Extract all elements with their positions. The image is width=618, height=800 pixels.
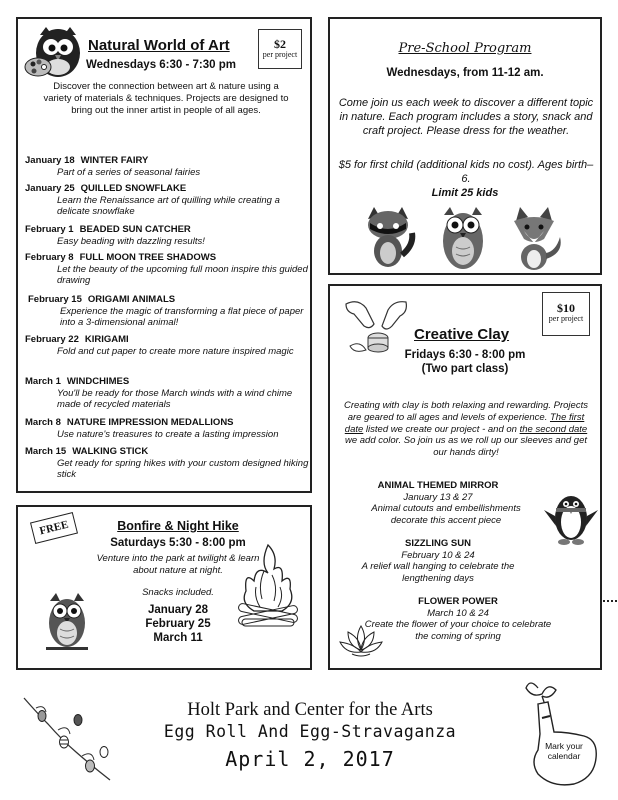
event-name: WALKING STICK (72, 446, 149, 457)
owl-icon (438, 207, 488, 271)
bonfire-section (16, 505, 312, 670)
preschool-schedule: Wednesdays, from 11-12 am. (386, 67, 544, 79)
event-item (25, 183, 310, 218)
event-description: Use nature's treasures to create a lasting impression (57, 428, 279, 440)
clay-title: Creative Clay (414, 326, 510, 343)
bonfire-snacks: Snacks included. (142, 587, 214, 598)
event-item (25, 252, 310, 287)
owl-painter-icon (24, 25, 86, 81)
event-item (25, 334, 310, 357)
footer-date: April 2, 2017 (225, 747, 395, 771)
footer-event: Egg Roll And Egg-Stravaganza (163, 722, 457, 741)
creative-clay-section (328, 284, 602, 670)
event-name: ORIGAMI ANIMALS (87, 294, 176, 305)
clay-description (340, 400, 592, 459)
event-date: February 15 (28, 294, 82, 305)
clay-project-desc: Animal cutouts and embellishments decorate this accent piece (371, 503, 521, 526)
event-date: February 22 (25, 334, 79, 345)
easter-eggs-vine-icon (18, 694, 118, 786)
event-name: QUILLED SNOWFLAKE (80, 183, 187, 194)
event-description: Experience the magic of transforming a flat piece of paper into a 3-dimensional animal! (60, 305, 304, 329)
preschool-pricing: $5 for first child (additional kids no cost). Ages birth– 6. (338, 159, 594, 185)
free-badge: FREE (30, 512, 78, 544)
event-item (25, 155, 310, 178)
preschool-description: Come join us each week to discover a different topic in nature. Each program includes a story, snack and craft project. Please dress for the weather. (338, 97, 594, 137)
bonfire-date: February 25 (145, 618, 211, 631)
clay-desc-second-date: the second date (519, 423, 588, 435)
event-date: January 25 (25, 183, 75, 194)
event-date: March 15 (25, 446, 67, 457)
clay-schedule-subtitle: (Two part class) (421, 363, 509, 376)
event-name: FULL MOON TREE SHADOWS (79, 252, 217, 263)
price-box (258, 29, 302, 69)
natural-world-section (16, 17, 312, 493)
clay-price-amount: $10 (557, 301, 575, 315)
clay-project-name: FLOWER POWER (418, 596, 498, 607)
event-item (25, 446, 310, 481)
natural-world-title: Natural World of Art (88, 37, 230, 54)
preschool-limit: Limit 25 kids (431, 187, 499, 199)
event-heading (25, 376, 310, 388)
event-name: KIRIGAMI (84, 334, 129, 345)
clay-project-name: SIZZLING SUN (405, 538, 471, 549)
event-name: WINTER FAIRY (80, 155, 149, 166)
dotted-connector (603, 600, 617, 602)
footer-org: Holt Park and Center for the Arts (187, 700, 433, 720)
preschool-section (328, 17, 602, 275)
clay-schedule (390, 348, 540, 377)
bonfire-date: January 28 (147, 604, 209, 616)
clay-project-desc: Create the flower of your choice to celebrate the coming of spring (364, 619, 552, 642)
lotus-icon (338, 620, 384, 658)
clay-price-unit: per project (548, 313, 584, 323)
event-heading (25, 446, 310, 458)
natural-world-description: Discover the connection between art & nature using a variety of materials & techniques. Projects are designed to bring out the inner artist in people of all ages. (43, 81, 289, 116)
event-item (28, 294, 313, 329)
clay-project-dates: February 10 & 24 (401, 549, 475, 561)
clay-project-name: ANIMAL THEMED MIRROR (377, 480, 499, 491)
clay-desc-part-b: listed we create our project - and on (365, 423, 517, 435)
campfire-icon (232, 541, 304, 633)
clay-project-dates: March 10 & 24 (427, 607, 489, 619)
event-name: WINDCHIMES (66, 376, 130, 387)
event-date: March 1 (25, 376, 61, 387)
event-date: February 1 (25, 224, 74, 235)
clay-desc-first-date: The first date (344, 411, 585, 435)
event-heading (25, 224, 310, 236)
clay-hands-icon (340, 294, 412, 356)
event-heading (25, 183, 310, 195)
night-owl-icon (46, 593, 88, 655)
event-heading (25, 417, 310, 429)
event-item (25, 376, 310, 411)
clay-desc-part-c: we add color. So join us as we roll up our sleeves and get our hands dirty! (344, 435, 588, 459)
price-amount: $2 (274, 37, 286, 51)
clay-schedule-time: Fridays 6:30 - 8:00 pm (404, 349, 526, 361)
price-unit: per project (262, 49, 298, 59)
clay-project-2 (330, 538, 546, 584)
event-description: Fold and cut paper to create more nature inspired magic (57, 345, 294, 357)
event-description: You'll be ready for those March winds with a wind chime made of recycled materials (57, 387, 293, 411)
event-description: Get ready for spring hikes with your custom designed hiking stick (57, 457, 309, 481)
penguin-icon (544, 486, 598, 548)
raccoon-icon (360, 205, 416, 269)
event-date: January 18 (25, 155, 75, 166)
fox-icon (506, 207, 566, 271)
natural-world-schedule: Wednesdays 6:30 - 7:30 pm (86, 59, 236, 71)
event-date: March 8 (25, 417, 61, 428)
event-description: Learn the Renaissance art of quilling while creating a delicate snowflake (57, 194, 280, 218)
bonfire-description: Venture into the park at twilight & learn about nature at night. (96, 553, 260, 576)
event-item (25, 224, 310, 247)
event-description: Part of a series of seasonal fairies (57, 166, 201, 178)
clay-price-box (542, 292, 590, 336)
string-finger-icon (508, 678, 604, 788)
bonfire-date: March 11 (153, 632, 203, 645)
bonfire-schedule: Saturdays 5:30 - 8:00 pm (110, 537, 246, 549)
event-date: February 8 (25, 252, 74, 263)
event-name: NATURE IMPRESSION MEDALLIONS (66, 417, 234, 428)
clay-desc-part-a: Creating with clay is both relaxing and rewarding. Projects are geared to all ages and levels of experience. (344, 400, 588, 423)
clay-project-1 (330, 480, 546, 526)
event-description: Easy beading with dazzling results! (57, 235, 205, 247)
bonfire-title: Bonfire & Night Hike (117, 519, 239, 533)
clay-project-dates: January 13 & 27 (403, 491, 473, 503)
event-heading (28, 294, 313, 306)
event-description: Let the beauty of the upcoming full moon inspire this guided drawing (57, 263, 308, 287)
calendar-note: Mark your calendar (545, 741, 583, 761)
preschool-title: Pre-School Program (398, 41, 532, 56)
event-name: BEADED SUN CATCHER (79, 224, 191, 235)
clay-project-desc: A relief wall hanging to celebrate the lengthening days (361, 561, 515, 584)
event-heading (25, 252, 310, 264)
event-item (25, 417, 310, 440)
event-heading (25, 334, 310, 346)
event-heading (25, 155, 310, 167)
